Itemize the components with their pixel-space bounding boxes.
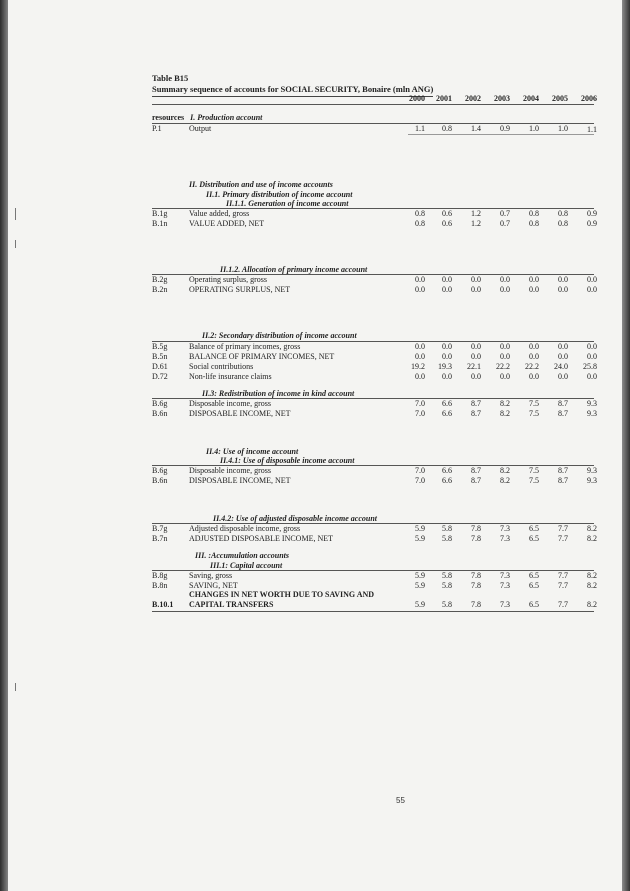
- table-title-block: [152, 73, 433, 97]
- cell: 22.1: [467, 362, 481, 371]
- cell: 19.3: [438, 362, 452, 371]
- cell: 6.5: [529, 600, 539, 609]
- cell: 8.2: [587, 534, 597, 543]
- cell: 0.0: [442, 275, 452, 284]
- row-label: Adjusted disposable income, gross: [189, 524, 301, 533]
- section-primary-distribution: II.1. Primary distribution of income account: [206, 190, 353, 199]
- cell: 0.8: [558, 219, 568, 228]
- row-code: D.72: [152, 372, 168, 381]
- cell: 8.2: [587, 524, 597, 533]
- cell: 0.0: [529, 285, 539, 294]
- cell: 0.0: [442, 285, 452, 294]
- row-label: Output: [189, 124, 212, 133]
- cell: 7.8: [471, 581, 481, 590]
- cell: 22.2: [525, 362, 539, 371]
- cell: 5.8: [442, 571, 452, 580]
- section-in-kind: II.3: Redistribution of income in kind account: [202, 389, 355, 398]
- cell: 0.0: [442, 352, 452, 361]
- cell: 6.5: [529, 581, 539, 590]
- cell: 0.8: [415, 209, 425, 218]
- cell: 0.0: [500, 352, 510, 361]
- row-label: OPERATING SURPLUS, NET: [189, 285, 291, 294]
- cell: 0.8: [442, 124, 452, 133]
- table-title: Summary sequence of accounts for SOCIAL SECURITY, Bonaire (mln ANG): [152, 84, 433, 97]
- section-secondary: II.2: Secondary distribution of income account: [202, 331, 357, 340]
- cell: 0.9: [500, 124, 510, 133]
- row-code: B.6g: [152, 466, 168, 475]
- cell: 9.3: [587, 399, 597, 408]
- cell: 7.8: [471, 600, 481, 609]
- cell: 0.0: [587, 285, 597, 294]
- year-2006: 2006: [581, 94, 597, 103]
- cell: 0.0: [558, 275, 568, 284]
- cell: 6.5: [529, 524, 539, 533]
- cell: 8.2: [500, 476, 510, 485]
- cell: 0.0: [500, 275, 510, 284]
- row-code: B.6n: [152, 476, 168, 485]
- row-code: B.6g: [152, 399, 168, 408]
- cell: 0.0: [415, 275, 425, 284]
- row-code: B.7g: [152, 524, 168, 533]
- scan-mark: [15, 208, 16, 220]
- cell: 5.8: [442, 600, 452, 609]
- cell: 0.0: [415, 342, 425, 351]
- row-label-line1: CHANGES IN NET WORTH DUE TO SAVING AND: [189, 590, 375, 599]
- cell: 7.3: [500, 524, 510, 533]
- cell: 0.0: [471, 372, 481, 381]
- cell: 8.7: [558, 466, 568, 475]
- section-use-of-income: II.4: Use of income account: [206, 447, 299, 456]
- row-code: B.8n: [152, 581, 168, 590]
- cell: 0.0: [442, 372, 452, 381]
- cell: 5.9: [415, 600, 425, 609]
- cell: 7.0: [415, 399, 425, 408]
- rule: [408, 134, 594, 135]
- year-2001: 2001: [436, 94, 452, 103]
- production-title: I. Production account: [190, 113, 263, 122]
- cell: 8.2: [500, 466, 510, 475]
- cell: 7.3: [500, 571, 510, 580]
- cell: 8.7: [471, 399, 481, 408]
- cell: 0.8: [415, 219, 425, 228]
- cell: 0.8: [558, 209, 568, 218]
- cell: 0.6: [442, 219, 452, 228]
- cell: 6.5: [529, 534, 539, 543]
- row-label: SAVING, NET: [189, 581, 238, 590]
- row-code: B.8g: [152, 571, 168, 580]
- cell: 0.0: [442, 342, 452, 351]
- cell: 9.3: [587, 476, 597, 485]
- cell: 0.0: [529, 372, 539, 381]
- section-production: [152, 113, 262, 123]
- cell: 0.7: [500, 209, 510, 218]
- cell: 7.7: [558, 524, 568, 533]
- cell: 7.3: [500, 534, 510, 543]
- cell: 0.0: [500, 342, 510, 351]
- cell: 1.1: [415, 124, 425, 133]
- row-code: B.2n: [152, 285, 168, 294]
- cell: 0.9: [587, 219, 597, 228]
- year-2004: 2004: [523, 94, 539, 103]
- cell: 8.7: [558, 476, 568, 485]
- cell: 1.0: [529, 124, 539, 133]
- document-page: [8, 0, 622, 891]
- cell: 1.2: [471, 219, 481, 228]
- row-code: B.6n: [152, 409, 168, 418]
- cell: 7.3: [500, 581, 510, 590]
- cell: 7.0: [415, 466, 425, 475]
- section-distribution: II. Distribution and use of income accounts: [189, 180, 333, 189]
- row-code: B.2g: [152, 275, 168, 284]
- cell: 0.0: [587, 372, 597, 381]
- cell: 0.8: [529, 209, 539, 218]
- cell: 0.6: [442, 209, 452, 218]
- cell: 8.7: [471, 409, 481, 418]
- row-code: B.1n: [152, 219, 168, 228]
- cell: 6.5: [529, 571, 539, 580]
- section-use-adjusted: II.4.2: Use of adjusted disposable income account: [213, 514, 377, 523]
- row-code: D.61: [152, 362, 168, 371]
- cell: 7.7: [558, 581, 568, 590]
- year-2005: 2005: [552, 94, 568, 103]
- cell: 8.2: [587, 600, 597, 609]
- section-generation: II.1.1. Generation of income account: [226, 199, 349, 208]
- cell: 0.0: [558, 342, 568, 351]
- row-label: ADJUSTED DISPOSABLE INCOME, NET: [189, 534, 334, 543]
- cell: 0.0: [558, 372, 568, 381]
- row-code: B.1g: [152, 209, 168, 218]
- cell: 7.5: [529, 476, 539, 485]
- row-label: Saving, gross: [189, 571, 233, 580]
- scan-edge-right: [622, 0, 630, 891]
- cell: 24.0: [554, 362, 568, 371]
- cell: 1.2: [471, 209, 481, 218]
- cell: 0.0: [529, 352, 539, 361]
- cell: 1.1: [587, 125, 597, 134]
- row-label: DISPOSABLE INCOME, NET: [189, 476, 291, 485]
- cell: 1.0: [558, 124, 568, 133]
- cell: 5.8: [442, 524, 452, 533]
- cell: 7.8: [471, 524, 481, 533]
- cell: 9.3: [587, 409, 597, 418]
- cell: 0.0: [587, 275, 597, 284]
- cell: 0.0: [558, 285, 568, 294]
- cell: 8.2: [500, 409, 510, 418]
- year-2003: 2003: [494, 94, 510, 103]
- cell: 0.8: [529, 219, 539, 228]
- cell: 22.2: [496, 362, 510, 371]
- row-code: P.1: [152, 124, 162, 133]
- table-bottom-rule: [152, 611, 594, 612]
- scan-mark: [15, 683, 16, 691]
- cell: 0.0: [587, 352, 597, 361]
- cell: 0.9: [587, 209, 597, 218]
- row-code: B.10.1: [152, 600, 174, 609]
- cell: 0.0: [500, 285, 510, 294]
- header-rule: [152, 104, 594, 105]
- cell: 0.0: [558, 352, 568, 361]
- cell: 8.2: [587, 571, 597, 580]
- cell: 6.6: [442, 466, 452, 475]
- row-code: B.7n: [152, 534, 168, 543]
- cell: 0.0: [415, 352, 425, 361]
- cell: 0.0: [415, 372, 425, 381]
- row-label: Operating surplus, gross: [189, 275, 267, 284]
- year-2002: 2002: [465, 94, 481, 103]
- cell: 0.7: [500, 219, 510, 228]
- cell: 5.8: [442, 534, 452, 543]
- cell: 0.0: [471, 342, 481, 351]
- cell: 0.0: [587, 342, 597, 351]
- page-number: 55: [396, 796, 405, 805]
- cell: 7.5: [529, 409, 539, 418]
- cell: 5.8: [442, 581, 452, 590]
- cell: 7.7: [558, 600, 568, 609]
- resources-label: resources: [152, 113, 185, 122]
- section-use-disposable: II.4.1: Use of disposable income account: [220, 456, 355, 465]
- cell: 8.7: [558, 409, 568, 418]
- cell: 0.0: [471, 285, 481, 294]
- cell: 6.6: [442, 476, 452, 485]
- row-label: Social contributions: [189, 362, 254, 371]
- cell: 7.8: [471, 534, 481, 543]
- row-label: Disposable income, gross: [189, 399, 271, 408]
- cell: 6.6: [442, 409, 452, 418]
- section-accumulation: III. :Accumulation accounts: [195, 551, 290, 560]
- cell: 7.7: [558, 571, 568, 580]
- cell: 5.9: [415, 524, 425, 533]
- cell: 7.7: [558, 534, 568, 543]
- section-capital: III.1: Capital account: [210, 561, 283, 570]
- cell: 0.0: [471, 275, 481, 284]
- cell: 8.7: [471, 466, 481, 475]
- cell: 0.0: [529, 275, 539, 284]
- cell: 5.9: [415, 571, 425, 580]
- cell: 25.8: [583, 362, 597, 371]
- cell: 8.7: [558, 399, 568, 408]
- cell: 6.6: [442, 399, 452, 408]
- row-label: Non-life insurance claims: [189, 372, 272, 381]
- cell: 1.4: [471, 124, 481, 133]
- cell: 19.2: [411, 362, 425, 371]
- cell: 5.9: [415, 581, 425, 590]
- row-label: Balance of primary incomes, gross: [189, 342, 301, 351]
- cell: 0.0: [500, 372, 510, 381]
- cell: 7.0: [415, 409, 425, 418]
- cell: 7.8: [471, 571, 481, 580]
- cell: 0.0: [415, 285, 425, 294]
- row-label: BALANCE OF PRIMARY INCOMES, NET: [189, 352, 335, 361]
- row-code: B.5g: [152, 342, 168, 351]
- row-label: DISPOSABLE INCOME, NET: [189, 409, 291, 418]
- row-label: Value added, gross: [189, 209, 250, 218]
- cell: 5.9: [415, 534, 425, 543]
- cell: 8.7: [471, 476, 481, 485]
- cell: 7.0: [415, 476, 425, 485]
- cell: 8.2: [587, 581, 597, 590]
- row-label: Disposable income, gross: [189, 466, 271, 475]
- scan-mark: [15, 240, 16, 248]
- cell: 9.3: [587, 466, 597, 475]
- cell: 7.3: [500, 600, 510, 609]
- cell: 8.2: [500, 399, 510, 408]
- section-allocation: II.1.2. Allocation of primary income account: [220, 265, 368, 274]
- row-label: VALUE ADDED, NET: [189, 219, 265, 228]
- cell: 0.0: [471, 352, 481, 361]
- row-code: B.5n: [152, 352, 168, 361]
- cell: 7.5: [529, 399, 539, 408]
- cell: 7.5: [529, 466, 539, 475]
- table-id: Table B15: [152, 73, 189, 83]
- year-2000: 2000: [409, 94, 425, 103]
- row-label-line2: CAPITAL TRANSFERS: [189, 600, 274, 609]
- cell: 0.0: [529, 342, 539, 351]
